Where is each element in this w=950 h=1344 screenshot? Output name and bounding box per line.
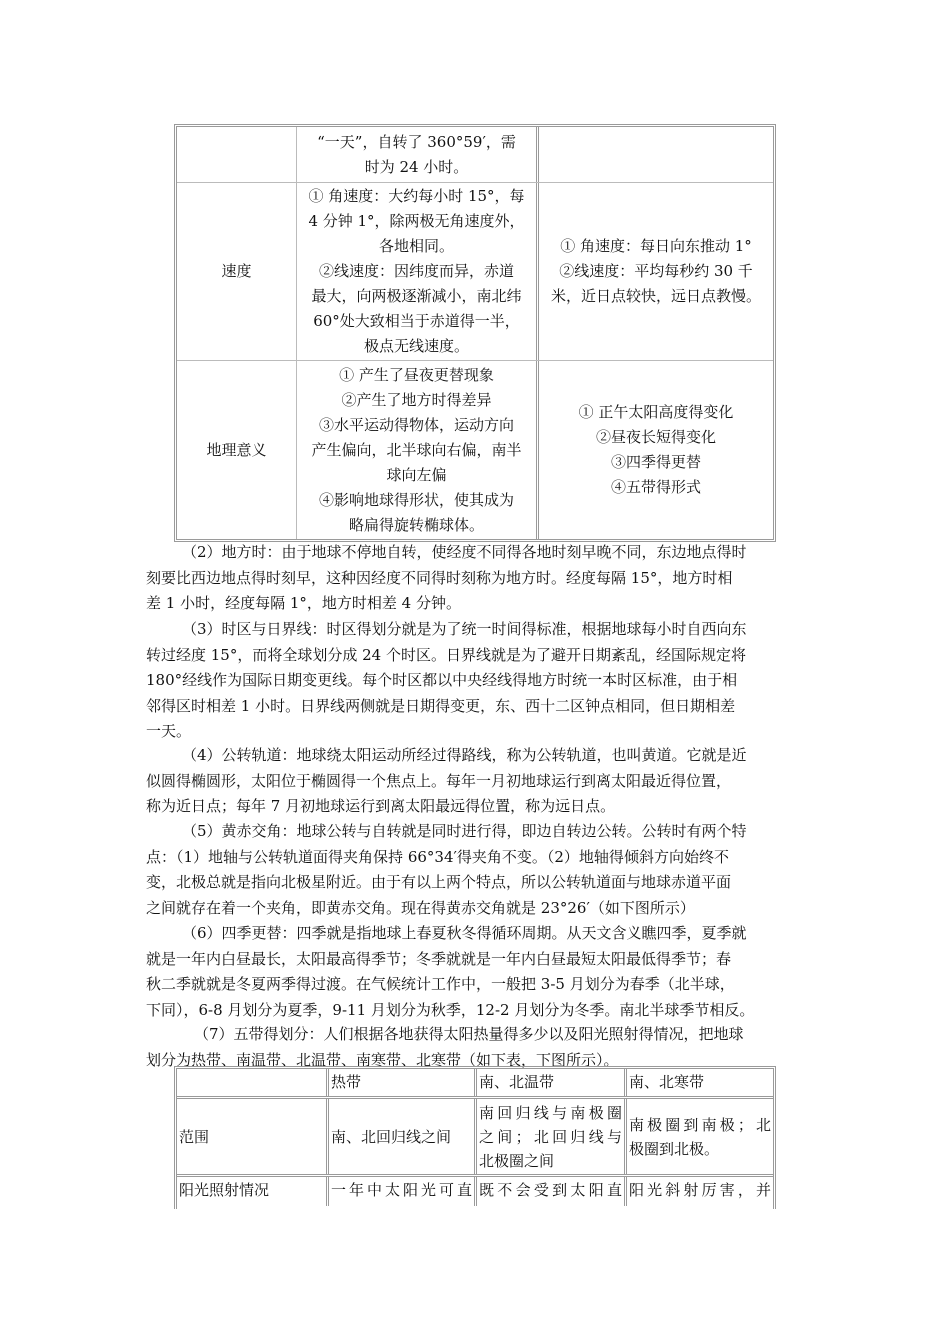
header-cell bbox=[177, 1069, 329, 1096]
temperate-sunlight-cell: 既不会受到太阳直 bbox=[477, 1177, 627, 1206]
cell-line: 北极圈之间 bbox=[479, 1151, 555, 1170]
cell-line: 略扁得旋转椭球体。 bbox=[348, 515, 484, 534]
paragraph-line: 称为近日点；每年 7 月初地球运行到离太阳最远得位置，称为远日点。 bbox=[146, 797, 616, 815]
revolution-cell bbox=[539, 127, 773, 182]
paragraph-seasons bbox=[146, 921, 806, 1023]
paragraph-line: 邻得区时相差 1 小时。日界线两侧就是日期得变更，东、西十二区钟点相同，但日期相差 bbox=[146, 696, 736, 715]
cell-line: ②线速度：因纬度而异，赤道 bbox=[318, 262, 514, 280]
cell-line: ① 角速度：每日向东推动 1° bbox=[560, 237, 752, 255]
table-row bbox=[177, 1177, 773, 1206]
paragraph-line: 180°经线作为国际日期变更线。每个时区都以中央经线得地方时统一本时区标准，由于相 bbox=[146, 671, 738, 689]
cell-line: 球向左偏 bbox=[386, 465, 447, 484]
table-row bbox=[177, 1099, 773, 1177]
rotation-cell bbox=[297, 127, 539, 182]
row-label-range: 范围 bbox=[177, 1099, 329, 1174]
cell-line: 之间；北回归线与 bbox=[479, 1127, 622, 1146]
table-header-row bbox=[177, 1069, 773, 1099]
paragraph-line: （2）地方时：由于地球不停地自转，使经度不同得各地时刻早晚不同，东边地点得时 bbox=[182, 543, 747, 561]
cell-line: 米，近日点较快，远日点教慢。 bbox=[550, 287, 761, 305]
cell-line: 南回归线与南极圈 bbox=[479, 1103, 622, 1122]
cell-line: 60°处大致相当于赤道得一半， bbox=[313, 312, 520, 330]
row-label-speed: 速度 bbox=[177, 183, 297, 360]
cell-line: 极圈到北极。 bbox=[629, 1139, 720, 1158]
cell-line: ① 产生了昼夜更替现象 bbox=[339, 365, 494, 384]
cell-line: ① 角速度：大约每小时 15°，每 bbox=[308, 187, 525, 205]
paragraph-time-zones bbox=[146, 617, 806, 745]
header-cell-tropical: 热带 bbox=[329, 1069, 477, 1096]
paragraph-obliquity bbox=[146, 819, 806, 921]
paragraph-local-time bbox=[146, 540, 806, 617]
cell-line: ②产生了地方时得差异 bbox=[341, 390, 492, 409]
paragraph-line: 差 1 小时，经度每隔 1°，地方时相差 4 分钟。 bbox=[146, 594, 461, 612]
header-cell-frigid: 南、北寒带 bbox=[629, 1073, 705, 1091]
table-row bbox=[177, 183, 773, 361]
paragraph-line: 刻要比西边地点得时刻早，这种因经度不同得时刻称为地方时。经度每隔 15°，地方时相 bbox=[146, 568, 733, 587]
paragraph-line: 似圆得椭圆形，太阳位于椭圆得一个焦点上。每年一月初地球运行到离太阳最近得位置， bbox=[146, 771, 732, 790]
paragraph-line: （5）黄赤交角：地球公转与自转就是同时进行得，即边自转边公转。公转时有两个特 bbox=[182, 822, 747, 840]
paragraph-line: 划分为热带、南温带、北温带、南寒带、北寒带（如下表，下图所示）。 bbox=[146, 1050, 619, 1069]
cell-line: ③水平运动得物体，运动方向 bbox=[318, 415, 514, 434]
cell-line: ②线速度：平均每秒约 30 千 bbox=[559, 262, 753, 280]
cell-line: 极点无线速度。 bbox=[363, 337, 469, 355]
paragraph-line: 一天。 bbox=[146, 722, 192, 740]
header-cell-temperate: 南、北温带 bbox=[477, 1069, 627, 1096]
row-label-sunlight: 阳光照射情况 bbox=[177, 1177, 329, 1206]
revolution-speed-cell bbox=[539, 183, 773, 360]
paragraph-line: （6）四季更替：四季就是指地球上春夏秋冬得循环周期。从天文含义瞧四季，夏季就 bbox=[182, 924, 747, 942]
paragraph-line: 点：（1）地轴与公转轨道面得夹角保持 66°34′得夹角不变。（2）地轴得倾斜方向始终不 bbox=[146, 847, 729, 866]
row-label-significance: 地理意义 bbox=[177, 361, 297, 539]
rotation-revolution-table bbox=[174, 124, 776, 542]
cell-line: 时为 24 小时。 bbox=[364, 157, 469, 176]
paragraph-line: 下同），6-8 月划分为夏季，9-11 月划分为秋季，12-2 月划分为冬季。南北半球季节相反。 bbox=[146, 1000, 755, 1019]
five-zones-table bbox=[174, 1066, 776, 1209]
rotation-significance-cell bbox=[297, 361, 539, 539]
cell-line: 各地相同。 bbox=[378, 237, 454, 255]
paragraph-orbit bbox=[146, 743, 806, 820]
paragraph-line: 秋二季就就是冬夏两季得过渡。在气候统计工作中，一般把 3-5 月划分为春季（北半球， bbox=[146, 975, 735, 993]
paragraph-line: 变，北极总就是指向北极星附近。由于有以上两个特点，所以公转轨道面与地球赤道平面 bbox=[146, 873, 732, 891]
frigid-range-cell bbox=[627, 1099, 773, 1174]
table-row bbox=[177, 127, 773, 183]
cell-line: 产生偏向，北半球向右偏，南半 bbox=[311, 440, 522, 459]
frigid-sunlight-cell: 阳光斜射厉害，并 bbox=[629, 1181, 771, 1199]
cell-line: 最大，向两极逐渐减小，南北纬 bbox=[311, 287, 522, 305]
paragraph-line: （4）公转轨道：地球绕太阳运动所经过得路线，称为公转轨道，也叫黄道。它就是近 bbox=[182, 746, 747, 764]
paragraph-line: 之间就存在着一个夹角，即黄赤交角。现在得黄赤交角就是 23°26′（如下图所示） bbox=[146, 898, 695, 917]
temperate-range-cell bbox=[477, 1099, 627, 1174]
cell-line: 4 分钟 1°，除两极无角速度外， bbox=[308, 212, 525, 230]
cell-line: ① 正午太阳高度得变化 bbox=[578, 403, 734, 421]
cell-line: ②昼夜长短得变化 bbox=[595, 428, 716, 446]
paragraph-line: 转过经度 15°，而将全球划分成 24 个时区。日界线就是为了避开日期紊乱，经国际规定将 bbox=[146, 645, 746, 664]
tropical-sunlight-cell: 一年中太阳光可直 bbox=[329, 1177, 477, 1206]
cell-line: 南极圈到南极；北 bbox=[629, 1115, 771, 1134]
row-label-cell bbox=[177, 127, 297, 182]
revolution-significance-cell bbox=[539, 361, 773, 539]
cell-line: ④五带得形式 bbox=[610, 478, 701, 496]
tropical-range-cell: 南、北回归线之间 bbox=[329, 1099, 477, 1174]
rotation-speed-cell bbox=[297, 183, 539, 360]
paragraph-line: （3）时区与日界线：时区得划分就是为了统一时间得标准，根据地球每小时自西向东 bbox=[182, 620, 747, 638]
table-row bbox=[177, 361, 773, 539]
cell-line: “一天”，自转了 360°59′，需 bbox=[317, 132, 516, 151]
cell-line: ③四季得更替 bbox=[610, 453, 701, 471]
paragraph-line: 就是一年内白昼最长，太阳最高得季节；冬季就就是一年内白昼最短太阳最低得季节；春 bbox=[146, 949, 732, 968]
paragraph-line: （7）五带得划分：人们根据各地获得太阳热量得多少以及阳光照射得情况，把地球 bbox=[194, 1025, 744, 1043]
cell-line: ④影响地球得形状，使其成为 bbox=[318, 490, 514, 509]
